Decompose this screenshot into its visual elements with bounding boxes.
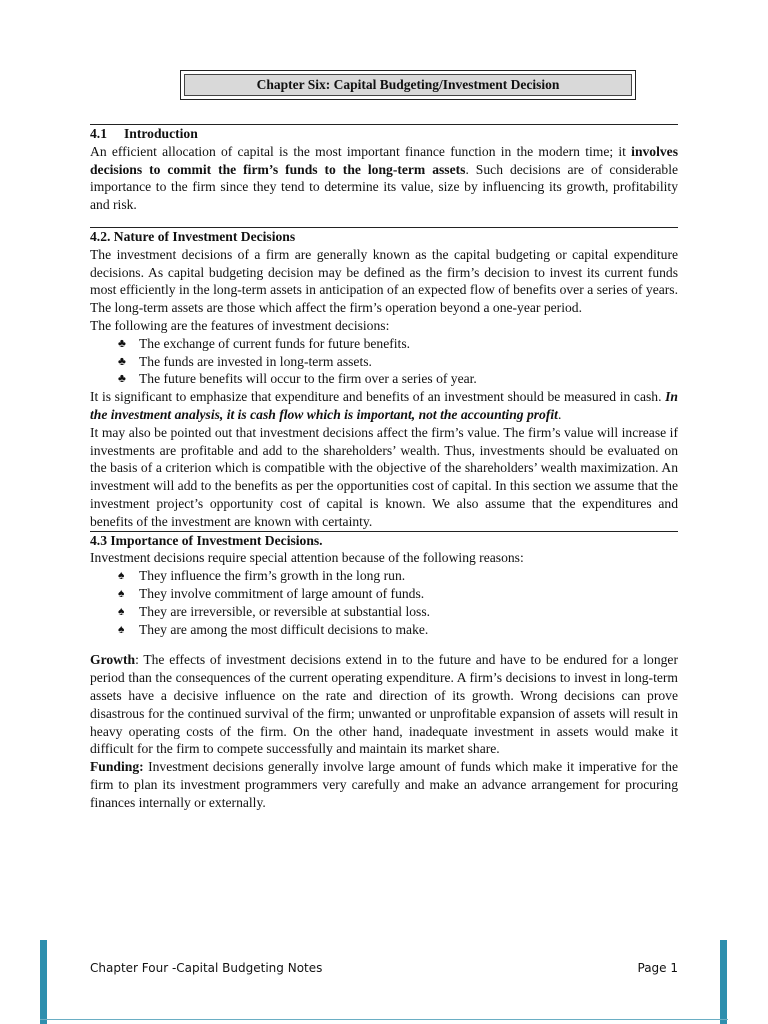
list-item-text: They influence the firm’s growth in the long run. bbox=[139, 568, 406, 584]
club-bullet-icon: ♣ bbox=[118, 371, 126, 386]
spade-bullet-icon: ♠ bbox=[118, 585, 125, 600]
list-item-text: They are among the most difficult decisions to make. bbox=[139, 621, 429, 637]
list-item bbox=[90, 370, 678, 388]
section-heading-importance: 4.3 Importance of Investment Decisions. bbox=[90, 532, 323, 548]
text-run: . Such decisions are of considerable importance to the firm since they tend to determine its value, size by influencing its growth, profitability and risk. bbox=[90, 161, 679, 213]
emphasis-text: In the investment analysis, it is cash flow which is important, not the accounting profit bbox=[90, 389, 678, 422]
intro-paragraph bbox=[90, 143, 678, 214]
funding-text: Investment decisions generally involve large amount of funds which make it imperative for the firm to plan its investment programmers very carefully and make an advance arrangement for procuring finances internally or externally. bbox=[90, 759, 678, 810]
club-bullet-icon: ♣ bbox=[118, 353, 126, 368]
list-item-text: They involve commitment of large amount of funds. bbox=[139, 585, 425, 601]
bold-text: involves decisions to commit the firm’s funds to the long-term assets bbox=[90, 143, 678, 177]
footer-rule bbox=[40, 1019, 728, 1020]
footer-chapter-label: Chapter Four -Capital Budgeting Notes bbox=[90, 961, 323, 975]
growth-text: : The effects of investment decisions extend in to the future and have to be endured for a longer period than the consequences of the current operating expenditure. A firm’s decisions to invest in long-term assets have a decisive influence on the rate and direction of its growth. Wrong decisions can prove disastrous for the continued survival of the firm; unwanted or unprofitable expansion of assets will result in heavy operating costs of the firm. On the other hand, inadequate investment in assets would make it difficult for the firm to compete successfully and maintain its market share. bbox=[90, 652, 678, 757]
list-item bbox=[90, 335, 678, 353]
funding-paragraph bbox=[90, 758, 678, 811]
page-footer bbox=[90, 960, 678, 978]
spade-bullet-icon: ♠ bbox=[118, 568, 125, 583]
list-item-text: The funds are invested in long-term assets. bbox=[139, 353, 372, 369]
value-paragraph: It may also be pointed out that investment decisions affect the firm’s value. The firm’s value will increase if investments are profitable and add to the shareholders’ wealth. Thus, investments should be evaluated on the basis of a criterion which is compatible with the objective of the shareholders’ wealth maximization. An investment will add to the benefits as per the opportunities cost of capital. In this section we assume that the investment project’s opportunity cost of capital is known. We also assume that the expenditures and benefits of the investment are known with certainty. bbox=[90, 424, 678, 529]
features-list bbox=[90, 335, 678, 388]
list-item-text: The future benefits will occur to the firm over a series of year. bbox=[139, 371, 477, 387]
left-accent-bar bbox=[40, 940, 47, 1024]
section-heading-nature: 4.2. Nature of Investment Decisions bbox=[90, 228, 296, 244]
right-accent-bar bbox=[720, 940, 727, 1024]
nature-paragraph-1: The investment decisions of a firm are generally known as the capital budgeting or capital expenditure decisions. As capital budgeting decision may be defined as the firm’s decision to invest its current funds most efficiently in the long-term assets in anticipation of an expected flow of benefits over a series of years. The long-term assets are those which affect the firm’s operation beyond a one-year period. bbox=[90, 246, 678, 316]
funding-label: Funding: bbox=[90, 759, 144, 775]
text-run: . bbox=[557, 406, 562, 422]
text-run: It is significant to emphasize that expenditure and benefits of an investment should be measured in cash. bbox=[90, 389, 666, 405]
list-item-text: The exchange of current funds for future benefits. bbox=[139, 335, 411, 351]
spade-bullet-icon: ♠ bbox=[118, 603, 125, 618]
club-bullet-icon: ♣ bbox=[118, 335, 126, 350]
page-content bbox=[90, 124, 678, 811]
section-title: Introduction bbox=[124, 126, 198, 141]
list-item bbox=[90, 621, 678, 639]
importance-intro: Investment decisions require special attention because of the following reasons: bbox=[90, 550, 524, 566]
section-number: 4.1 bbox=[90, 126, 107, 141]
features-intro: The following are the features of investment decisions: bbox=[90, 317, 390, 333]
text-run: An efficient allocation of capital is the most important finance function in the modern time; it bbox=[90, 143, 632, 159]
reasons-list bbox=[90, 567, 678, 638]
chapter-title: Chapter Six: Capital Budgeting/Investment Decision bbox=[184, 74, 632, 96]
list-item bbox=[90, 603, 678, 621]
chapter-title-box bbox=[180, 70, 636, 100]
cash-flow-paragraph bbox=[90, 388, 678, 424]
section-heading-introduction bbox=[90, 125, 678, 143]
growth-label: Growth bbox=[90, 652, 136, 668]
list-item-text: They are irreversible, or reversible at substantial loss. bbox=[139, 603, 431, 619]
growth-paragraph bbox=[90, 651, 678, 758]
list-item bbox=[90, 585, 678, 603]
list-item bbox=[90, 353, 678, 371]
list-item bbox=[90, 567, 678, 585]
page-number: Page 1 bbox=[637, 961, 678, 975]
spade-bullet-icon: ♠ bbox=[118, 621, 125, 636]
